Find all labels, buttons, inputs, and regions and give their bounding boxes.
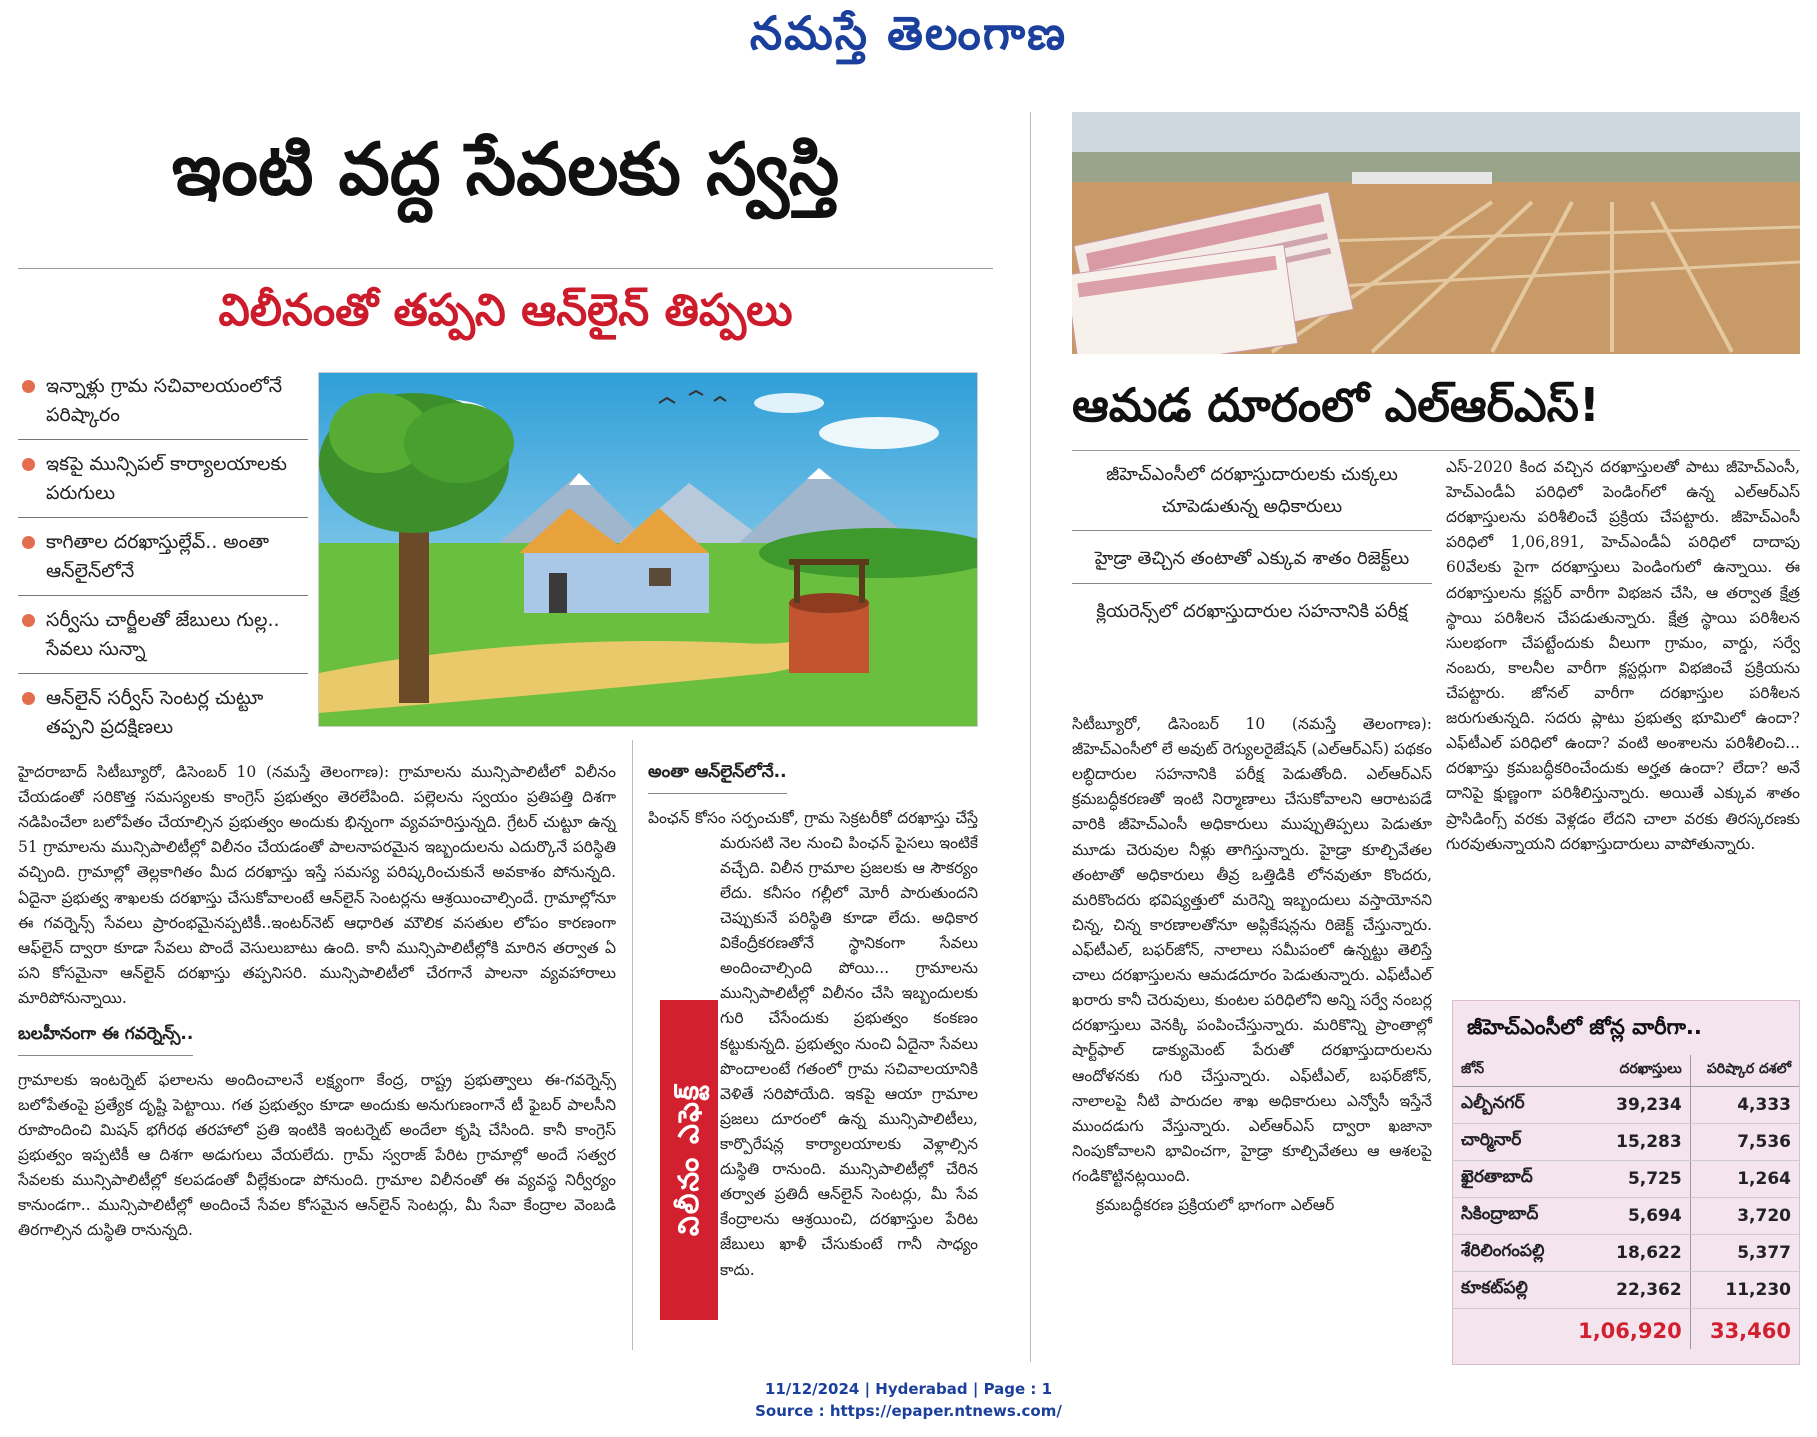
- footer-source-link[interactable]: Source : https://epaper.ntnews.com/: [755, 1402, 1062, 1420]
- table-row: [1453, 1161, 1799, 1198]
- column-divider: [1030, 112, 1031, 1362]
- total-label-cell: [1453, 1309, 1560, 1350]
- total-applications: 1,06,920: [1578, 1319, 1682, 1343]
- list-item: [18, 528, 308, 596]
- list-item: [18, 606, 308, 674]
- article-paragraph: ఎస్-2020 కింద వచ్చిన దరఖాస్తులతో పాటు జీహెచ్ఎంసీ, హెచ్ఎండీఏ పరిధిలో పెండింగ్‌లో ఉన్న ఎల్ఆర్ఎస్ దరఖాస్తులను పరిశీలించే ప్రక్రియ చేపట్టారు. జీహెచ్ఎంసీ పరిధిలో 1,06,891, హెచ్ఎండీఏ పరిధిలో దాదాపు 60వేలకు పైగా దరఖాస్తులు పెండింగులో ఉన్నాయి. ఈ దరఖాస్తులను క్లస్టర్ వారీగా విభజన చేసి, ఆ తర్వాత క్షేత్ర స్థాయి పరిశీలన చేపడుతున్నారు. క్షేత్ర స్థాయి పరిశీలన సులభంగా చేపట్టేందుకు వీలుగా గ్రామం, వార్డు, సర్వే నంబరు, కాలనీల వారీగా క్లస్టర్లుగా విభజించే ప్రక్రియను చేపట్టారు. జోనల్ వారీగా దరఖాస్తుల పరిశీలన జరుగుతున్నది. సదరు ప్లాటు ప్రభుత్వ భూమిలో ఉందా? ఎఫ్‌టీఎల్ పరిధిలో ఉందా? వంటి అంశాలను పరిశీలించి... దరఖాస్తు క్రమబద్ధీకరించేందుకు అర్హత ఉందా? లేదా? అనే దానిపై క్షుణ్ణంగా పరిశీలిస్తున్నారు. అయితే ఎక్కువ శాతం ప్రాసిడింగ్స్ వరకు వెళ్లడం లేదని చాలా వరకు తిరస్కరణకు గురవుతున్నాయని దరఖాస్తుదారులు వాపోతున్నారు.: [1446, 458, 1800, 853]
- bullet-text: ఇకపై మున్సిపల్ కార్యాలయాలకు పరుగులు: [46, 452, 287, 505]
- resolved-count: 7,536: [1690, 1124, 1799, 1161]
- applications-count: 5,725: [1560, 1161, 1690, 1198]
- article-paragraph: సిటీబ్యూరో, డిసెంబర్ 10 (నమస్తే తెలంగాణ): జీహెచ్ఎంసీలో లే అవుట్ రెగ్యులరైజేషన్ (ఎల్ఆర్ఎస్) పథకం లబ్ధిదారుల సహనానికి పరీక్ష పెడుతోంది. ఎల్ఆర్ఎస్ క్రమబద్ధీకరణతో ఇంటి నిర్మాణాలు చేసుకోవాలని ఆరాటపడే వారికి జీహెచ్ఎంసీ అధికారులు ముప్పుతిప్పలు పెడుతూ మూడు చెరువుల నీళ్లు తాగిస్తున్నారు. హైడ్రా కూల్చివేతల తంటాతో అధికారులు తీవ్ర ఒత్తిడికి లోనవుతూ కొందరు, మరికొందరు భవిష్యత్తులో మరెన్ని ఇబ్బందులు వస్తాయోనని చిన్న, చిన్న కారణాలతోనూ అప్లికేషన్లను రిజెక్ట్ చేస్తున్నారు. ఎఫ్‌టీఎల్, బఫర్‌జోన్, నాలాలు సమీపంలో ఉన్నట్టు తెలిస్తే చాలు దరఖాస్తులను ఆమడదూరం పెడుతున్నారు. ఎఫ్‌టీఎల్ ఖరారు కానీ చెరువులు, కుంటల పరిధిలోని అన్ని సర్వే నంబర్ల దరఖాస్తులు వెనక్కి పంపించేస్తున్నారు. మరికొన్ని ప్రాంతాల్లో షార్ట్‌ఫాల్ డాక్యుమెంట్ పేరుతో దరఖాస్తుదారులను ఆందోళనకు గురి చేస్తున్నారు. ఎఫ్‌టీఎల్, బఫర్‌జోన్, నాలాలపై నీటి పారుదల శాఖ అధికారులు ఎన్వోసీ ఇస్తేనే ముందడుగు వేస్తున్నారు. ఎల్ఆర్ఎస్ ద్వారా ఖజానా నింపుకోవాలని భావించగా, హైడ్రా కూల్చివేతలు ఆ ఆశలపై గండికొట్టినట్లయింది.: [1072, 715, 1432, 1185]
- zone-wise-table-box: [1452, 1000, 1800, 1365]
- article-paragraph: గ్రామాలకు ఇంటర్నెట్ ఫలాలను అందించాలనే లక్ష్యంగా కేంద్ర, రాష్ట్ర ప్రభుత్వాలు ఈ-గవర్నెన్స్ బలోపేతంపై ప్రత్యేక దృష్టి పెట్టాయి. గత ప్రభుత్వం కూడా అందుకు అనుగుణంగానే టీ ఫైబర్ పాలసీని రూపొందించి మిషన్ భగీరథ తరహాలో ప్రతి ఇంటికి ఇంటర్నెట్ అందేలా కృషి చేసింది. కానీ కాంగ్రెస్ ప్రభుత్వం ఇప్పటికీ ఆ దిశగా అడుగులు వేయలేదు. గ్రామ్ స్వరాజ్ పేరిట గ్రామాల్లో అందే సత్వర సేవలకు మున్సిపాలిటీల్లో కలపడంతో వీల్లేకుండా పోనుంది. గ్రామాల విలీనంతో ఈ వ్యవస్థ నిర్వీర్యం కానుండగా.. మున్సిపాలిటీల్లో అందించే సేవల కోసమైన ఆన్‌లైన్ సెంటర్లు, మీ సేవా కేంద్రాల వెంబడి తిరగాల్సిన దుస్థితి రానున్నది.: [18, 1070, 616, 1240]
- column-divider: [632, 740, 633, 1350]
- bullet-icon: [22, 380, 35, 393]
- resolved-count: 5,377: [1690, 1235, 1799, 1272]
- main-story-column-1: [18, 760, 616, 1243]
- table-row: [1453, 1235, 1799, 1272]
- section-heading: బలహీనంగా ఈ గవర్నెన్స్..: [18, 1021, 193, 1056]
- footer-date-line: 11/12/2024 | Hyderabad | Page : 1: [764, 1380, 1053, 1398]
- table-row: [1453, 1087, 1799, 1124]
- list-item: [18, 372, 308, 440]
- main-subheadline: విలీనంతో తప్పని ఆన్‌లైన్ తిప్పలు: [218, 285, 793, 336]
- highlight-list: [18, 372, 308, 760]
- lrs-headline: ఆమడ దూరంలో ఎల్ఆర్ఎస్!: [1072, 378, 1600, 432]
- zone-table: [1453, 1055, 1799, 1349]
- resolved-count: 1,264: [1690, 1161, 1799, 1198]
- resolved-count: 11,230: [1690, 1272, 1799, 1309]
- zone-name: సికింద్రాబాద్: [1453, 1198, 1560, 1235]
- zone-table-title: జీహెచ్ఎంసీలో జోన్ల వారీగా..: [1467, 1015, 1702, 1039]
- resolved-count: 3,720: [1690, 1198, 1799, 1235]
- table-total-row: [1453, 1309, 1799, 1350]
- bullet-icon: [22, 614, 35, 627]
- list-item: [18, 684, 308, 751]
- table-row: [1453, 1198, 1799, 1235]
- bullet-icon: [22, 536, 35, 549]
- column-header: జోన్: [1453, 1055, 1560, 1087]
- divider: [18, 268, 993, 269]
- deck-line: హైడ్రా తెచ్చిన తంటాతో ఎక్కువ శాతం రిజెక్ట్‌లు: [1072, 539, 1432, 584]
- land-plots-photo: [1072, 112, 1800, 354]
- lrs-column-1: [1072, 712, 1432, 1218]
- village-illustration: [318, 372, 978, 727]
- village-illustration-svg: [319, 373, 978, 727]
- column-header: పరిష్కార దశలో: [1690, 1055, 1799, 1087]
- lrs-decks: [1072, 455, 1432, 643]
- bullet-icon: [22, 458, 35, 471]
- total-resolved: 33,460: [1690, 1309, 1799, 1350]
- zone-name: చార్మినార్: [1453, 1124, 1560, 1161]
- applications-count: 22,362: [1560, 1272, 1690, 1309]
- section-heading: అంతా ఆన్‌లైన్‌లోనే..: [648, 759, 787, 794]
- bullet-icon: [22, 692, 35, 705]
- resolved-count: 4,333: [1690, 1087, 1799, 1124]
- main-headline: ఇంటి వద్ద సేవలకు స్వస్తి: [171, 127, 840, 211]
- applications-count: 18,622: [1560, 1235, 1690, 1272]
- column-header: దరఖాస్తులు: [1560, 1055, 1690, 1087]
- deck-line: జీహెచ్ఎంసీలో దరఖాస్తుదారులకు చుక్కలు చూపెడుతున్న అధికారులు: [1072, 455, 1432, 531]
- bullet-text: ఆన్‌లైన్ సర్వీస్ సెంటర్ల చుట్టూ తప్పని ప్రదక్షిణలు: [46, 686, 264, 738]
- table-header-row: [1453, 1055, 1799, 1087]
- applications-count: 5,694: [1560, 1198, 1690, 1235]
- deck-line: క్లియరెన్స్‌లో దరఖాస్తుదారుల సహనానికి పరీక్ష: [1096, 600, 1408, 622]
- applications-count: 15,283: [1560, 1124, 1690, 1161]
- masthead-logo: నమస్తే తెలంగాణ: [749, 6, 1068, 60]
- table-row: [1453, 1124, 1799, 1161]
- zone-name: కూకట్‌పల్లి: [1453, 1272, 1560, 1309]
- article-paragraph: క్రమబద్ధీకరణ ప్రక్రియలో భాగంగా ఎల్ఆర్: [1096, 1196, 1335, 1215]
- zone-name: ఎల్బీనగర్: [1453, 1087, 1560, 1124]
- section-badge: విలీనం ఎఫెక్ట్: [660, 1000, 718, 1320]
- bullet-text: కాగితాల దరఖాస్తుల్లేవ్.. అంతా ఆన్‌లైన్‌లోనే: [46, 530, 269, 583]
- zone-name: ఖైరతాబాద్: [1453, 1161, 1560, 1198]
- zone-name: శేరిలింగంపల్లి: [1453, 1235, 1560, 1272]
- applications-count: 39,234: [1560, 1087, 1690, 1124]
- lrs-column-2: [1446, 455, 1800, 857]
- article-paragraph: హైదరాబాద్ సిటీబ్యూరో, డిసెంబర్ 10 (నమస్తే తెలంగాణ): గ్రామాలను మున్సిపాలిటీలో విలీనం చేయడంతో సరికొత్త సమస్యలకు కాంగ్రెస్ ప్రభుత్వం తెరలేపింది. పల్లెలను స్వయం ప్రతిపత్తి దిశగా నడిపించేలా బలోపేతం చేయాల్సిన ప్రభుత్వం అందుకు భిన్నంగా వ్యవహరిస్తున్నది. గ్రేటర్ చుట్టూ ఉన్న 51 గ్రామాలను మున్సిపాలిటీల్లో విలీనం చేయడంతో పాలనాపరమైన ఇబ్బందులను ఎదుర్కొనే పరిస్థితి వచ్చింది. గ్రామాల్లో తెల్లకాగితం మీద దరఖాస్తు ఇస్తే సమస్య పరిష్కరించుకునే అవకాశం పోనున్నది. ఏదైనా ప్రభుత్వ శాఖలకు దరఖాస్తు చేసుకోవాలంటే ఆన్‌లైన్ సెంటర్లను ఆశ్రయించాల్సిందే. గ్రామాల్లోనూ ఈ గవర్నెన్స్ సేవలు ప్రారంభమైనప్పటికీ..ఇంటర్‌నెట్ ఆధారిత మౌలిక వసతుల లోపం కారణంగా ఆఫ్‌లైన్ ద్వారా కూడా సేవలు పొందే వెసులుబాటు ఉంది. కానీ మున్సిపాలిటీల్లోకి మారిన తర్వాత ఏ పని కోసమైనా ఆన్‌లైన్ దరఖాస్తు తప్పనిసరి. మున్సిపాలిటీలో చేరగానే పాలనా వ్యవహారాలు మారిపోనున్నాయి.: [18, 763, 616, 1007]
- bullet-text: సర్వీసు చార్జీలతో జేబులు గుల్ల.. సేవలు సున్నా: [46, 608, 280, 661]
- list-item: [18, 450, 308, 518]
- land-plots-photo-svg: [1072, 112, 1800, 354]
- table-row: [1453, 1272, 1799, 1309]
- article-paragraph: పింఛన్ కోసం సర్పంచుకో, గ్రామ సెక్రటరీకో దరఖాస్తు చేస్తే మరుసటి నెల నుంచి పింఛన్ పైసలు ఇంటికే వచ్చేది. విలీన గ్రామాల ప్రజలకు ఆ సౌకర్యం లేదు. కనీసం గల్లీలో మోరీ పారుతుందని చెప్పుకునే పరిస్థితి కూడా లేదు. అధికార వికేంద్రీకరణతోనే స్థానికంగా సేవలు అందించాల్సింది పోయి... గ్రామాలను మున్సిపాలిటీల్లో విలీనం చేసి ఇబ్బందులకు గురి చేసేందుకు ప్రభుత్వం కంకణం కట్టుకున్నది. ప్రభుత్వం నుంచి ఏదైనా సేవలు పొందాలంటే గతంలో గ్రామ సచివాలయానికి వెళితే సరిపోయేది. ఇకపై ఆయా గ్రామాల ప్రజలు దూరంలో ఉన్న మున్సిపాలిటీలు, కార్పొరేషన్ల కార్యాలయాలకు వెళ్లాల్సిన దుస్థితి రానుంది. మున్సిపాలిటీల్లో చేరిన తర్వాత ప్రతిదీ ఆన్‌లైన్ సెంటర్లు, మీ సేవ కేంద్రాలను ఆశ్రయించి, దరఖాస్తుల పేరిట జేబులు ఖాళీ చేసుకుంటే గానీ సాధ్యం కాదు.: [648, 808, 978, 1279]
- bullet-text: ఇన్నాళ్లు గ్రామ సచివాలయంలోనే పరిష్కారం: [46, 375, 283, 427]
- divider: [1072, 450, 1800, 451]
